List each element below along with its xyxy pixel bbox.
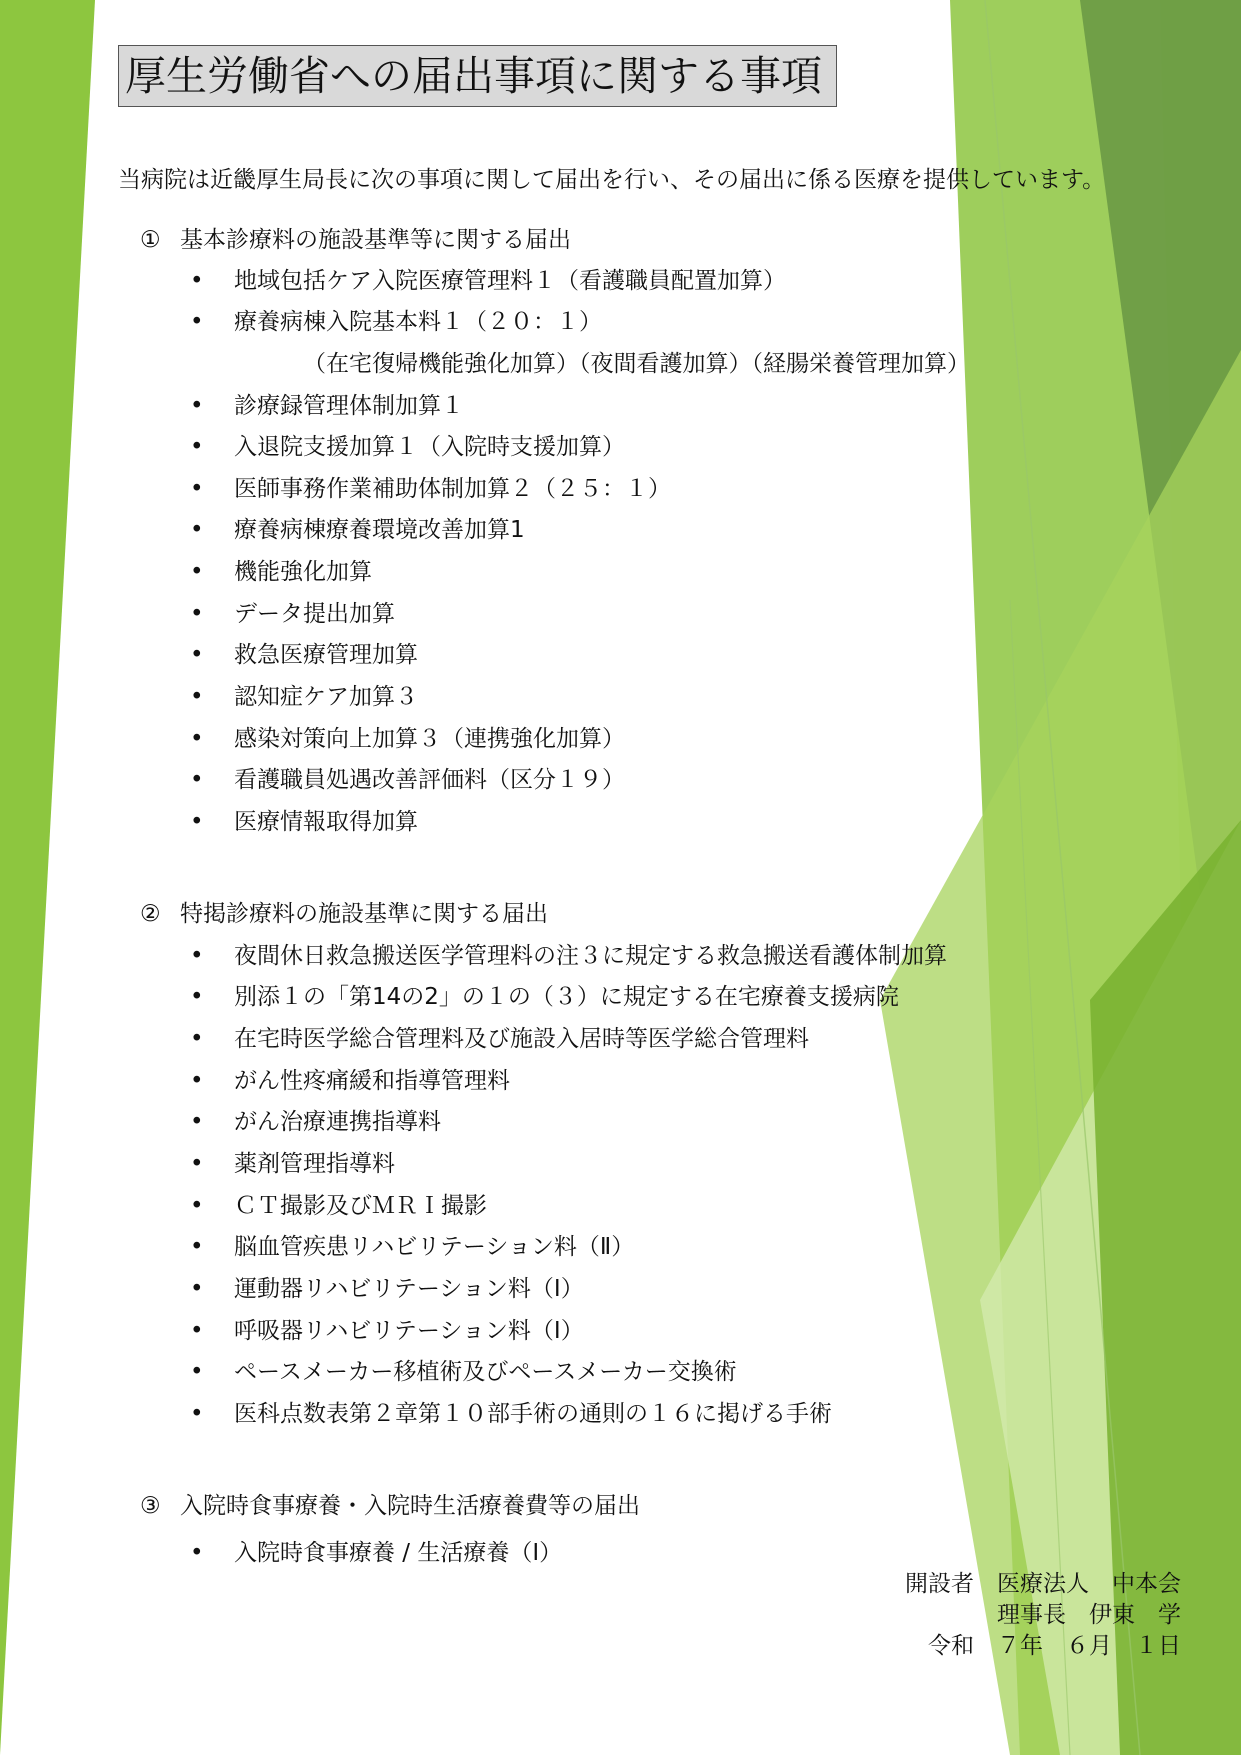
list-item: [190, 1232, 634, 1262]
page-title: 厚生労働省への届出事項に関する事項: [118, 45, 837, 107]
list-item-note: （在宅復帰機能強化加算）（夜間看護加算）（経腸栄養管理加算）: [303, 351, 970, 377]
section-heading-1: [140, 225, 571, 255]
bullet-icon: •: [190, 1359, 204, 1385]
list-item: [190, 982, 899, 1012]
bullet-icon: •: [190, 1540, 204, 1566]
section-number: ①: [140, 227, 161, 253]
list-item: [190, 941, 947, 971]
list-item: [190, 765, 625, 795]
bullet-icon: •: [190, 809, 204, 835]
list-item: [190, 391, 464, 421]
bullet-icon: •: [190, 1276, 204, 1302]
intro-paragraph: 当病院は近畿厚生局長に次の事項に関して届出を行い、その届出に係る医療を提供しています。: [118, 167, 1106, 193]
item-text: ペースメーカー移植術及びペースメーカー交換術: [234, 1359, 737, 1385]
section-title: 基本診療料の施設基準等に関する届出: [180, 227, 571, 253]
section-number: ③: [140, 1493, 161, 1519]
bullet-icon: •: [190, 767, 204, 793]
item-text: 認知症ケア加算３: [234, 684, 418, 710]
list-item: [190, 599, 395, 629]
bullet-icon: •: [190, 1193, 204, 1219]
item-text: がん治療連携指導料: [234, 1109, 441, 1135]
section-title: 入院時食事療養・入院時生活療養費等の届出: [180, 1493, 640, 1519]
item-text: 薬剤管理指導料: [234, 1151, 395, 1177]
signature-date: 令和 ７年 ６月 １日: [928, 1633, 1181, 1659]
item-text: 医科点数表第２章第１０部手術の通則の１６に掲げる手術: [234, 1401, 832, 1427]
item-text: 別添１の「第14の2」の１の（３）に規定する在宅療養支援病院: [234, 984, 899, 1010]
list-item: [190, 1538, 562, 1568]
item-text: 機能強化加算: [234, 559, 372, 585]
list-item: [190, 432, 625, 462]
item-text: 夜間休日救急搬送医学管理料の注３に規定する救急搬送看護体制加算: [234, 943, 947, 969]
list-item: [190, 474, 671, 504]
list-item: [190, 1316, 584, 1346]
item-text: データ提出加算: [234, 601, 395, 627]
list-item: [190, 724, 625, 754]
bullet-icon: •: [190, 601, 204, 627]
list-item: [190, 807, 418, 837]
item-text: 看護職員処遇改善評価料（区分１９）: [234, 767, 625, 793]
bullet-icon: •: [190, 1318, 204, 1344]
bullet-icon: •: [190, 1068, 204, 1094]
bullet-icon: •: [190, 984, 204, 1010]
item-text: 医師事務作業補助体制加算２（２５：１）: [234, 476, 671, 502]
item-text: 在宅時医学総合管理料及び施設入居時等医学総合管理料: [234, 1026, 809, 1052]
list-item: [190, 307, 602, 337]
list-item: [190, 1149, 395, 1179]
item-text: がん性疼痛緩和指導管理料: [234, 1068, 510, 1094]
signature-founder: 開設者 医療法人 中本会: [905, 1571, 1181, 1597]
item-text: 診療録管理体制加算１: [234, 393, 464, 419]
list-item: [190, 1107, 441, 1137]
item-text: 運動器リハビリテーション料（Ⅰ）: [234, 1276, 584, 1302]
bullet-icon: •: [190, 1234, 204, 1260]
bullet-icon: •: [190, 309, 204, 335]
item-text: 療養病棟療養環境改善加算1: [234, 517, 525, 543]
list-item: [190, 1357, 737, 1387]
item-text: 医療情報取得加算: [234, 809, 418, 835]
bullet-icon: •: [190, 476, 204, 502]
bullet-icon: •: [190, 1026, 204, 1052]
bullet-icon: •: [190, 559, 204, 585]
list-item: [190, 515, 525, 545]
item-text: 感染対策向上加算３（連携強化加算）: [234, 726, 625, 752]
bullet-icon: •: [190, 393, 204, 419]
section-title: 特掲診療料の施設基準に関する届出: [180, 901, 548, 927]
list-item: [190, 640, 418, 670]
section-heading-2: [140, 899, 548, 929]
bullet-icon: •: [190, 268, 204, 294]
item-text: 療養病棟入院基本料１（２０：１）: [234, 309, 602, 335]
item-text: 呼吸器リハビリテーション料（Ⅰ）: [234, 1318, 584, 1344]
item-text: 救急医療管理加算: [234, 642, 418, 668]
bullet-icon: •: [190, 726, 204, 752]
section-number: ②: [140, 901, 161, 927]
item-text: 地域包括ケア入院医療管理料１（看護職員配置加算）: [234, 268, 786, 294]
bullet-icon: •: [190, 943, 204, 969]
list-item: [190, 557, 372, 587]
item-text: ＣＴ撮影及びＭＲＩ撮影: [234, 1193, 487, 1219]
section-heading-3: [140, 1491, 640, 1521]
item-text: 入退院支援加算１（入院時支援加算）: [234, 434, 625, 460]
bullet-icon: •: [190, 684, 204, 710]
bullet-icon: •: [190, 642, 204, 668]
list-item: [190, 1191, 487, 1221]
bullet-icon: •: [190, 1151, 204, 1177]
item-text: 脳血管疾患リハビリテーション料（Ⅱ）: [234, 1234, 635, 1260]
list-item: [190, 266, 786, 296]
item-text: 入院時食事療養 / 生活療養（Ⅰ）: [234, 1540, 563, 1566]
bullet-icon: •: [190, 1109, 204, 1135]
bullet-icon: •: [190, 1401, 204, 1427]
signature-chairman: 理事長 伊東 学: [997, 1602, 1181, 1628]
list-item: [190, 1066, 510, 1096]
list-item: [190, 1274, 584, 1304]
list-item: [190, 1024, 809, 1054]
list-item: [190, 1399, 832, 1429]
bullet-icon: •: [190, 517, 204, 543]
bullet-icon: •: [190, 434, 204, 460]
list-item: [190, 682, 418, 712]
